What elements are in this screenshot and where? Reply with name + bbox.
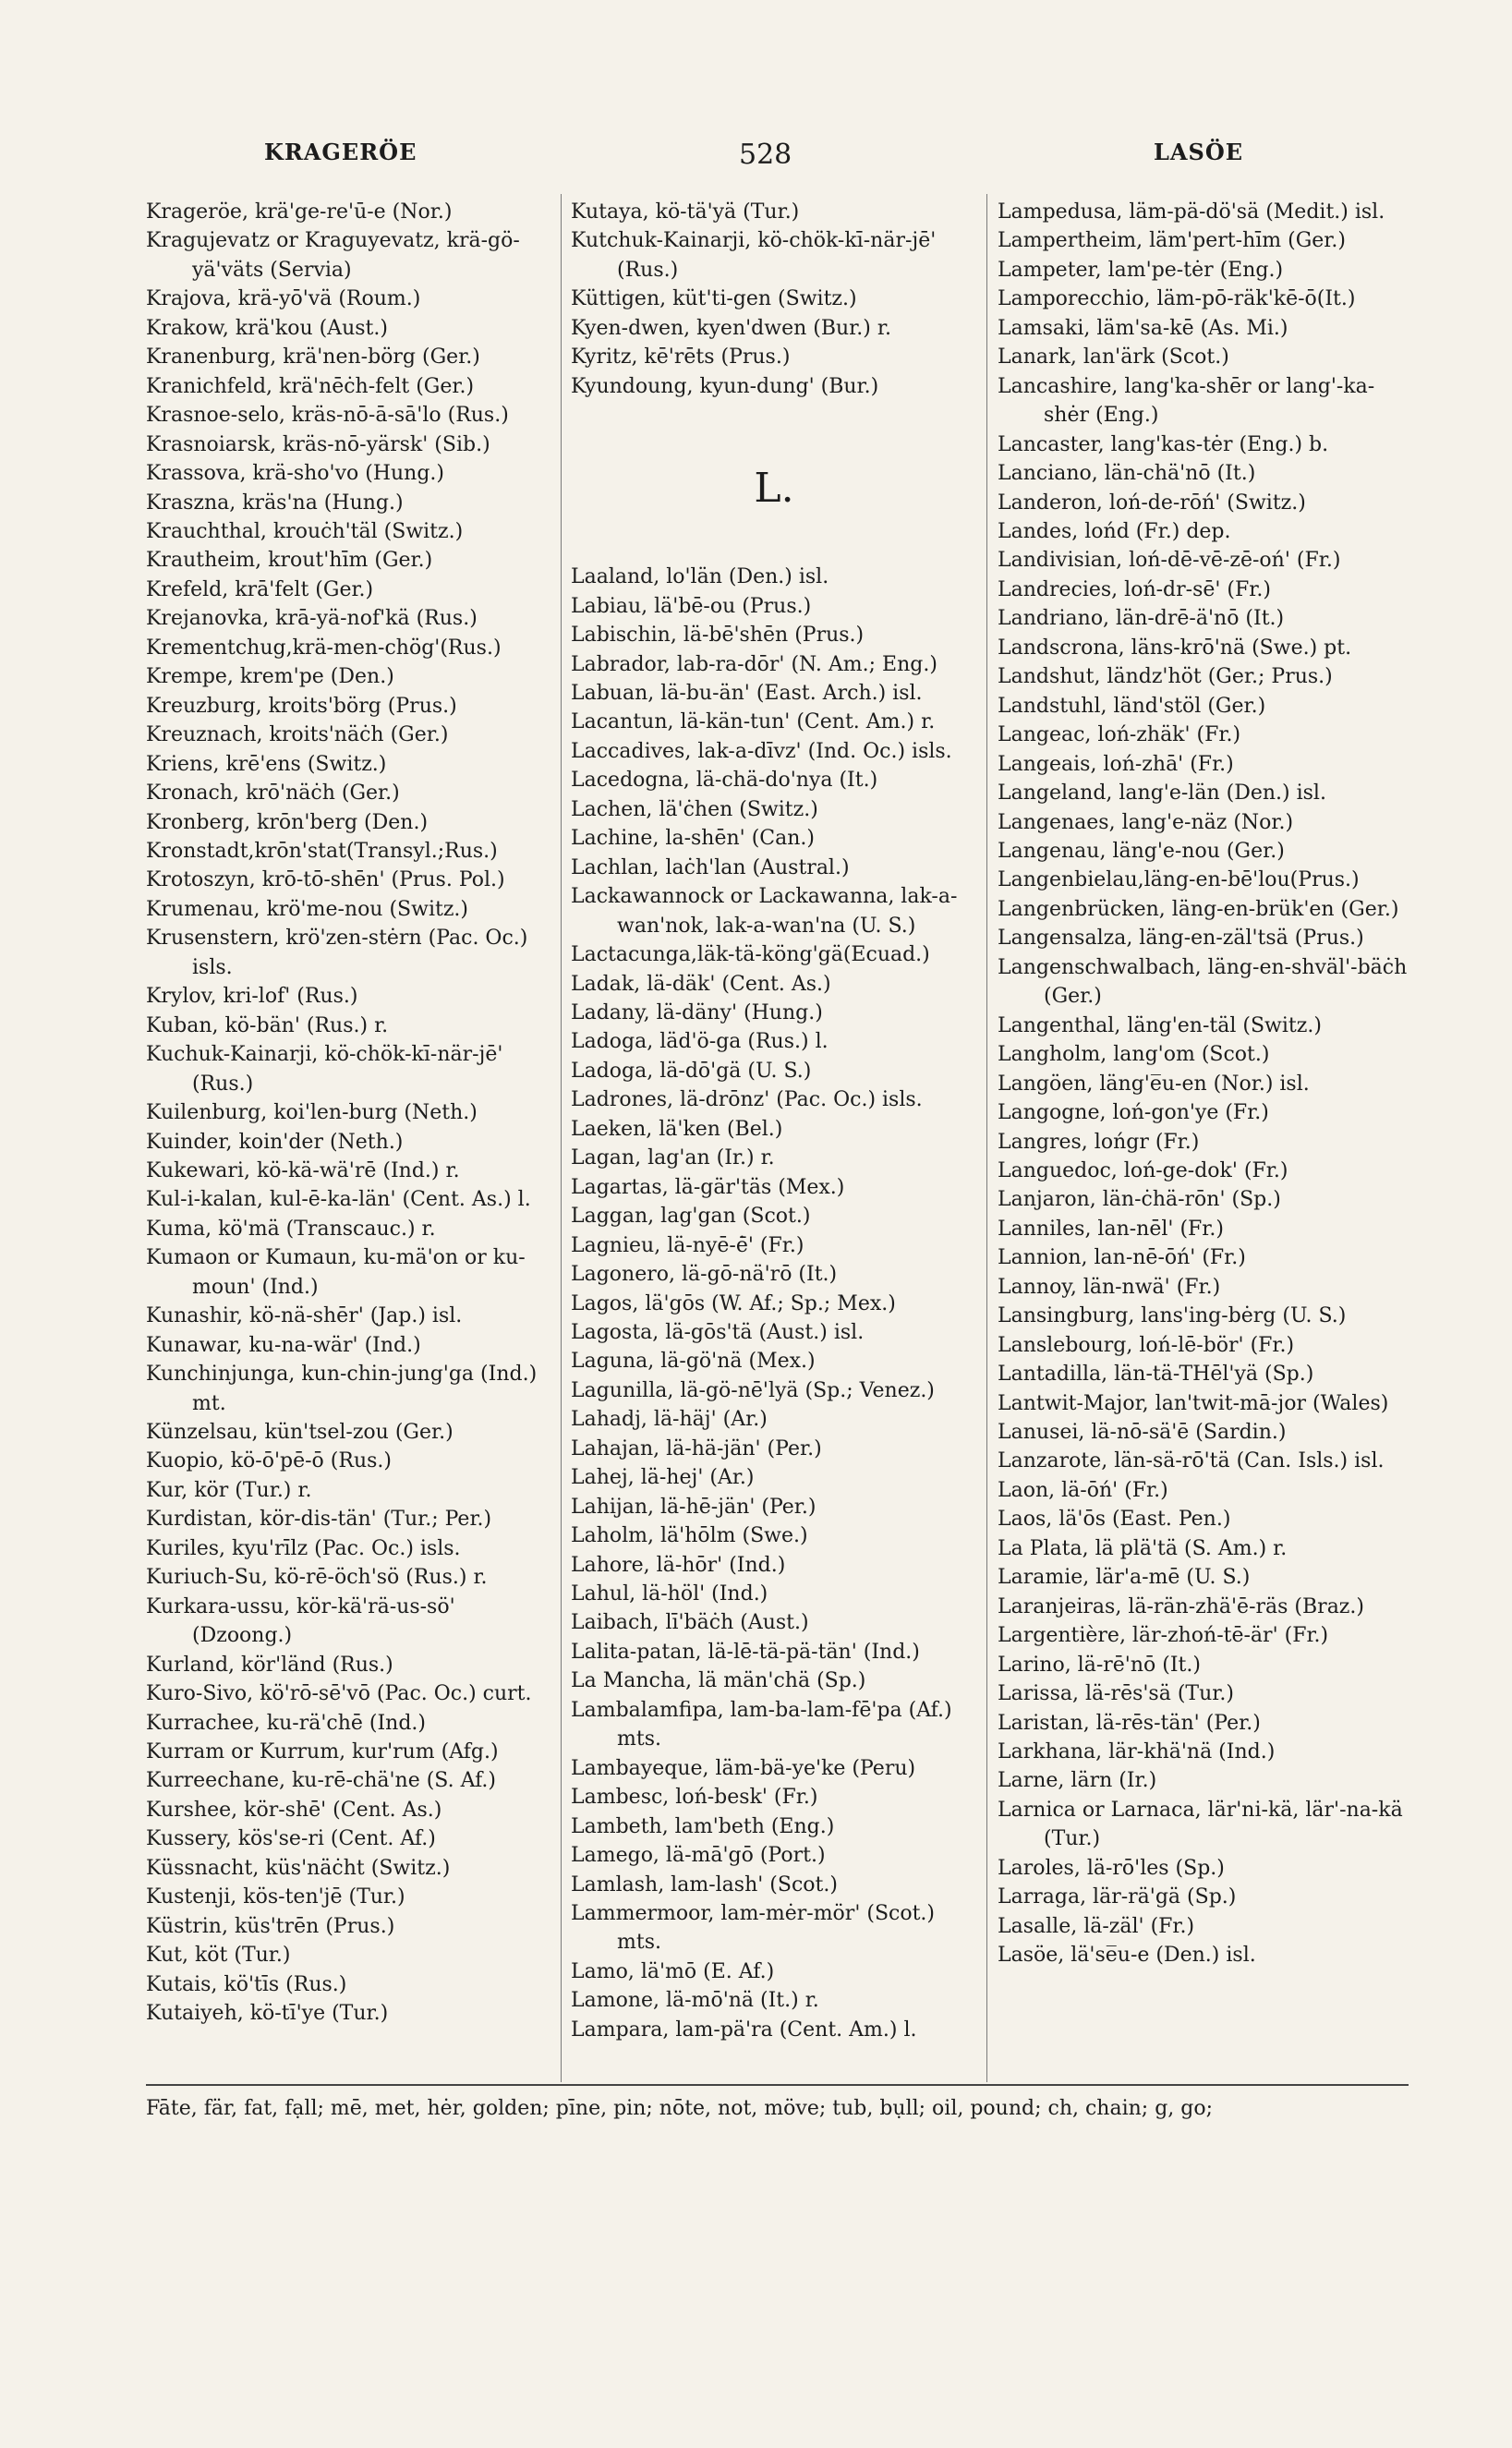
gazetteer-entry: Krasnoe-selo, kräs-nō-ā-sā'lo (Rus.)	[146, 404, 509, 428]
gazetteer-entry: Kurreechane, ku-rē-chä'ne (S. Af.)	[146, 1769, 497, 1793]
gazetteer-entry: Laranjeiras, lä-rän-zhä'ē-räs (Braz.)	[998, 1594, 1364, 1618]
gazetteer-entry: Kronstadt,krōn'stat(Transyl.;Rus.)	[146, 839, 498, 863]
gazetteer-entry: Lanjaron, län-ċhä-rōn' (Sp.)	[998, 1188, 1281, 1212]
gazetteer-entry: Lanslebourg, loń-lē-bör' (Fr.)	[998, 1333, 1295, 1357]
gazetteer-entry: Lanark, lan'ärk (Scot.)	[998, 345, 1229, 370]
gazetteer-entry: Krementchug,krä-men-chög'(Rus.)	[146, 636, 502, 660]
gazetteer-entry: Lacantun, lä-kän-tun' (Cent. Am.) r.	[571, 710, 936, 734]
gazetteer-entry: Kunchinjunga, kun-chin-jung'ga (Ind.) mt.	[146, 1363, 538, 1415]
gazetteer-entry: Lansingburg, lans'ing-bėrg (U. S.)	[998, 1304, 1347, 1328]
gazetteer-entry: Lamone, lä-mō'nä (It.) r.	[571, 1989, 819, 2013]
gazetteer-entry: Laguna, lä-gö'nä (Mex.)	[571, 1350, 816, 1374]
gazetteer-entry: Laaland, lo'län (Den.) isl.	[571, 565, 829, 589]
gazetteer-entry: Lamlash, lam-lash' (Scot.)	[571, 1872, 838, 1897]
gazetteer-entry: Kurshee, kör-shē' (Cent. As.)	[146, 1798, 442, 1822]
gazetteer-entry: La Plata, lä plä'tä (S. Am.) r.	[998, 1536, 1288, 1560]
gazetteer-entry: Krefeld, krā'felt (Ger.)	[146, 577, 374, 601]
gazetteer-entry: Lamo, lä'mō (E. Af.)	[571, 1959, 775, 1983]
gazetteer-entry: Landscrona, läns-krō'nä (Swe.) pt.	[998, 636, 1352, 660]
gazetteer-entry: Kunawar, ku-na-wär' (Ind.)	[146, 1333, 421, 1357]
gazetteer-entry: Lambeth, lam'beth (Eng.)	[571, 1814, 835, 1838]
gazetteer-entry: Kuilenburg, koi'len-burg (Neth.)	[146, 1101, 478, 1125]
gazetteer-entry: Krajova, krä-yō'vä (Roum.)	[146, 287, 421, 311]
gazetteer-entry: Kurrachee, ku-rä'chē (Ind.)	[146, 1711, 427, 1735]
gazetteer-entry: Labrador, lab-ra-dōr' (N. Am.; Eng.)	[571, 652, 937, 676]
gazetteer-entry: Laon, lä-ōń' (Fr.)	[998, 1478, 1168, 1502]
gazetteer-entry: Krylov, kri-lof' (Rus.)	[146, 985, 358, 1009]
gazetteer-entry: Küttigen, küt'ti-gen (Switz.)	[571, 287, 857, 311]
gazetteer-entry: Krauchthal, krouċh'täl (Switz.)	[146, 519, 464, 543]
gazetteer-entry: Krumenau, krö'me-nou (Switz.)	[146, 897, 469, 921]
gazetteer-entry: Lasöe, lä'se̅u-e (Den.) isl.	[998, 1944, 1256, 1968]
gazetteer-entry: Lachen, lä'ċhen (Switz.)	[571, 797, 818, 821]
running-head-left: KRAGERÖE	[264, 139, 417, 165]
page-number: 528	[739, 139, 792, 171]
gazetteer-entry: Kuopio, kö-ō'pē-ō (Rus.)	[146, 1449, 392, 1473]
gazetteer-entry: Landivisian, loń-dē-vē-zē-oń' (Fr.)	[998, 549, 1341, 573]
pronunciation-key: Fāte, fär, fat, fạll; mē, met, hėr, golden; pīne, pin; nōte, not, möve; tub, bụll; oil, pound; ch, chain; g, go;	[146, 2097, 1214, 2120]
gazetteer-entry: Laeken, lä'ken (Bel.)	[571, 1117, 783, 1141]
gazetteer-entry: Lanzarote, län-sä-rō'tä (Can. Isls.) isl.	[998, 1449, 1385, 1473]
gazetteer-entry: Kranichfeld, krä'nēċh-felt (Ger.)	[146, 374, 475, 398]
gazetteer-entry: Ladak, lä-däk' (Cent. As.)	[571, 972, 831, 996]
gazetteer-entry: Kurdistan, kör-dis-tän' (Tur.; Per.)	[146, 1508, 492, 1532]
gazetteer-entry: Langöen, läng'e̅u-en (Nor.) isl.	[998, 1072, 1310, 1096]
gazetteer-entry: Languedoc, loń-ge-dok' (Fr.)	[998, 1158, 1288, 1182]
gazetteer-entry: Lahej, lä-hej' (Ar.)	[571, 1466, 755, 1490]
gazetteer-entry: Kutais, kö'tīs (Rus.)	[146, 1972, 347, 1996]
gazetteer-entry: Lambesc, loń-besk' (Fr.)	[571, 1786, 818, 1810]
gazetteer-entry: Langenau, läng'e-nou (Ger.)	[998, 839, 1285, 863]
gazetteer-entry: Kuchuk-Kainarji, kö-chök-kī-när-jē' (Rus.)	[146, 1043, 503, 1096]
gazetteer-entry: Langogne, loń-gon'ye (Fr.)	[998, 1101, 1269, 1125]
section-letter-heading: L.	[754, 465, 794, 513]
gazetteer-entry: Lagartas, lä-gär'täs (Mex.)	[571, 1175, 845, 1199]
gazetteer-entry: Lagnieu, lä-nyē-ė̄' (Fr.)	[571, 1233, 804, 1257]
gazetteer-entry: Langeland, lang'e-län (Den.) isl.	[998, 782, 1326, 806]
gazetteer-entry: Lantadilla, län-tä-THēl'yä (Sp.)	[998, 1363, 1314, 1387]
gazetteer-entry: Lahajan, lä-hä-jän' (Per.)	[571, 1436, 822, 1460]
gazetteer-entry: Lalita-patan, lä-lē-tä-pä-tän' (Ind.)	[571, 1640, 920, 1664]
gazetteer-entry: Kranenburg, krä'nen-börg (Ger.)	[146, 345, 480, 370]
page-header	[0, 139, 1512, 176]
footer-rule	[146, 2084, 1409, 2086]
gazetteer-entry: Ladoga, läd'ö-ga (Rus.) l.	[571, 1030, 829, 1054]
gazetteer-entry: Kutaya, kö-tä'yä (Tur.)	[571, 200, 800, 224]
gazetteer-entry: Lancaster, lang'kas-tėr (Eng.) b.	[998, 432, 1329, 456]
gazetteer-entry: Langensalza, läng-en-zäl'tsä (Prus.)	[998, 927, 1364, 951]
gazetteer-entry: Kuriuch-Su, kö-rē-öch'sö (Rus.) r.	[146, 1566, 488, 1590]
gazetteer-entry: Langenbrücken, läng-en-brük'en (Ger.)	[998, 897, 1399, 921]
gazetteer-entry: Laholm, lä'hōlm (Swe.)	[571, 1524, 808, 1548]
gazetteer-entry: Kurland, kör'länd (Rus.)	[146, 1653, 393, 1677]
gazetteer-entry: Küstrin, küs'trēn (Prus.)	[146, 1914, 395, 1938]
gazetteer-entry: Landstuhl, länd'stöl (Ger.)	[998, 694, 1266, 718]
gazetteer-entry: Labiau, lä'bē-ou (Prus.)	[571, 594, 812, 618]
column-2-k-entries	[571, 198, 977, 401]
gazetteer-entry: Kronach, krō'näċh (Ger.)	[146, 782, 400, 806]
gazetteer-entry: Laos, lä'ōs (East. Pen.)	[998, 1508, 1231, 1532]
gazetteer-entry: Lampeter, lam'pe-tėr (Eng.)	[998, 258, 1284, 282]
gazetteer-entry: Landrecies, loń-dr-sē' (Fr.)	[998, 577, 1271, 601]
gazetteer-entry: Lackawannock or Lackawanna, lak-a-wan'nok, lak-a-wan'na (U. S.)	[571, 885, 958, 938]
gazetteer-entry: Lagosta, lä-gōs'tä (Aust.) isl.	[571, 1320, 865, 1344]
gazetteer-entry: Laggan, lag'gan (Scot.)	[571, 1205, 811, 1229]
gazetteer-entry: Langeais, loń-zhā' (Fr.)	[998, 752, 1234, 776]
gazetteer-entry: Largentière, lär-zhoń-tē-är' (Fr.)	[998, 1624, 1329, 1648]
column-divider	[561, 194, 562, 2082]
gazetteer-entry: Lampertheim, läm'pert-hīm (Ger.)	[998, 229, 1346, 253]
gazetteer-entry: Krageröe, krä'ge-re'ū-e (Nor.)	[146, 200, 453, 224]
gazetteer-entry: Küssnacht, küs'näċht (Switz.)	[146, 1856, 451, 1880]
gazetteer-entry: Krotoszyn, krō-tō-shēn' (Prus. Pol.)	[146, 868, 505, 892]
gazetteer-entry: Krejanovka, krā-yä-nof'kä (Rus.)	[146, 607, 478, 631]
gazetteer-entry: Krasnoiarsk, kräs-nō-yärsk' (Sib.)	[146, 432, 490, 456]
gazetteer-entry: Kul-i-kalan, kul-ē-ka-län' (Cent. As.) l.	[146, 1188, 531, 1212]
gazetteer-entry: Krakow, krä'kou (Aust.)	[146, 316, 388, 340]
gazetteer-entry: Kraszna, kräs'na (Hung.)	[146, 491, 404, 515]
gazetteer-entry: Langeac, loń-zhäk' (Fr.)	[998, 723, 1241, 747]
gazetteer-entry: Kumaon or Kumaun, ku-mä'on or ku-moun' (Ind.)	[146, 1246, 526, 1299]
gazetteer-entry: Labuan, lä-bu-än' (East. Arch.) isl.	[571, 681, 923, 705]
gazetteer-entry: Kuinder, koin'der (Neth.)	[146, 1130, 404, 1154]
gazetteer-entry: Lacedogna, lä-chä-do'nya (It.)	[571, 769, 878, 793]
gazetteer-entry: Kutchuk-Kainarji, kö-chök-kī-när-jē' (Rus.)	[571, 229, 937, 282]
gazetteer-entry: Kyundoung, kyun-dung' (Bur.)	[571, 374, 879, 398]
gazetteer-entry: Lachine, la-shēn' (Can.)	[571, 827, 815, 851]
gazetteer-column-3	[998, 198, 1409, 1970]
gazetteer-entry: Lammermoor, lam-mėr-mör' (Scot.) mts.	[571, 1902, 936, 1955]
gazetteer-entry: Lamsaki, läm'sa-kē (As. Mi.)	[998, 316, 1288, 340]
gazetteer-entry: Larne, lärn (Ir.)	[998, 1769, 1157, 1793]
gazetteer-entry: Kut, köt (Tur.)	[146, 1944, 291, 1968]
gazetteer-entry: Lancashire, lang'ka-shēr or lang'-ka-shėr (Eng.)	[998, 374, 1375, 428]
gazetteer-entry: Landshut, ländz'höt (Ger.; Prus.)	[998, 665, 1333, 689]
gazetteer-entry: Lantwit-Major, lan'twit-mā-jor (Wales)	[998, 1391, 1389, 1415]
gazetteer-entry: Kuriles, kyu'rīlz (Pac. Oc.) isls.	[146, 1536, 461, 1560]
gazetteer-entry: Kuma, kö'mä (Transcauc.) r.	[146, 1217, 436, 1241]
gazetteer-entry: Kunashir, kö-nä-shēr' (Jap.) isl.	[146, 1304, 463, 1328]
gazetteer-entry: Kuban, kö-bän' (Rus.) r.	[146, 1013, 389, 1037]
gazetteer-entry: Langenbielau,läng-en-bē'lou(Prus.)	[998, 868, 1360, 892]
gazetteer-entry: Künzelsau, kün'tsel-zou (Ger.)	[146, 1421, 454, 1445]
column-2-l-entries	[571, 563, 977, 2044]
gazetteer-entry: Kukewari, kö-kä-wä'rē (Ind.) r.	[146, 1158, 460, 1182]
gazetteer-entry: Lanniles, lan-nēl' (Fr.)	[998, 1217, 1224, 1241]
gazetteer-entry: Lambalamfipa, lam-ba-lam-fē'pa (Af.) mts.	[571, 1698, 952, 1751]
gazetteer-entry: Lagunilla, lä-gö-nē'lyä (Sp.; Venez.)	[571, 1378, 935, 1402]
gazetteer-entry: Landes, lońd (Fr.) dep.	[998, 519, 1231, 543]
gazetteer-entry: Lanusei, lä-nō-sä'ē (Sardin.)	[998, 1421, 1287, 1445]
gazetteer-entry: Kuro-Sivo, kö'rō-sē'vō (Pac. Oc.) curt.	[146, 1682, 532, 1706]
gazetteer-entry: Lanciano, län-chä'nō (It.)	[998, 462, 1256, 486]
gazetteer-entry: Krusenstern, krö'zen-stėrn (Pac. Oc.) isls.	[146, 927, 528, 979]
gazetteer-entry: Landriano, län-drē-ä'nō (It.)	[998, 607, 1285, 631]
gazetteer-entry: Langholm, lang'om (Scot.)	[998, 1043, 1270, 1067]
gazetteer-entry: Kyen-dwen, kyen'dwen (Bur.) r.	[571, 316, 891, 340]
gazetteer-entry: Lamporecchio, läm-pō-räk'kē-ō(It.)	[998, 287, 1356, 311]
gazetteer-entry: Ladany, lä-däny' (Hung.)	[571, 1000, 823, 1024]
gazetteer-entry: Kragujevatz or Kraguyevatz, krä-gö-yä'väts (Servia)	[146, 229, 520, 282]
gazetteer-entry: Lahore, lä-hōr' (Ind.)	[571, 1553, 786, 1577]
gazetteer-entry: Lahul, lä-höl' (Ind.)	[571, 1582, 768, 1606]
gazetteer-entry: Lagonero, lä-gō-nä'rō (It.)	[571, 1263, 838, 1287]
gazetteer-entry: Lannoy, län-nwä' (Fr.)	[998, 1275, 1221, 1299]
gazetteer-entry: Kronberg, krōn'berg (Den.)	[146, 810, 429, 834]
gazetteer-entry: Langenthal, läng'en-täl (Switz.)	[998, 1013, 1322, 1037]
gazetteer-entry: Larino, lä-rē'nō (It.)	[998, 1653, 1201, 1677]
gazetteer-entry: Larkhana, lär-khä'nä (Ind.)	[998, 1740, 1276, 1764]
gazetteer-entry: Larissa, lä-rēs'sä (Tur.)	[998, 1682, 1234, 1706]
gazetteer-entry: Langres, lońgr (Fr.)	[998, 1130, 1200, 1154]
gazetteer-entry: Laibach, lī'bäċh (Aust.)	[571, 1611, 809, 1635]
gazetteer-entry: Lahijan, lä-hē-jän' (Per.)	[571, 1495, 816, 1519]
gazetteer-entry: La Mancha, lä män'chä (Sp.)	[571, 1669, 866, 1693]
gazetteer-entry: Lagan, lag'an (Ir.) r.	[571, 1146, 775, 1170]
gazetteer-entry: Lactacunga,läk-tä-köng'gä(Ecuad.)	[571, 943, 930, 967]
gazetteer-entry: Labischin, lä-bē'shēn (Prus.)	[571, 624, 865, 648]
gazetteer-entry: Lampara, lam-pä'ra (Cent. Am.) l.	[571, 2018, 917, 2042]
gazetteer-entry: Lagos, lä'gōs (W. Af.; Sp.; Mex.)	[571, 1291, 896, 1315]
gazetteer-entry: Kriens, krē'ens (Switz.)	[146, 752, 387, 776]
gazetteer-entry: Kreuzburg, kroits'börg (Prus.)	[146, 694, 457, 718]
gazetteer-entry: Lannion, lan-nē-ōń' (Fr.)	[998, 1246, 1246, 1270]
gazetteer-entry: Ladoga, lä-dō'gä (U. S.)	[571, 1059, 812, 1083]
gazetteer-entry: Kutaiyeh, kö-tī'ye (Tur.)	[146, 2002, 389, 2026]
gazetteer-entry: Lahadj, lä-häj' (Ar.)	[571, 1408, 768, 1432]
gazetteer-entry: Landeron, loń-de-rōń' (Switz.)	[998, 491, 1306, 515]
gazetteer-entry: Kussery, kös'se-ri (Cent. Af.)	[146, 1827, 436, 1851]
column-divider	[986, 194, 987, 2082]
gazetteer-entry: Krempe, krem'pe (Den.)	[146, 665, 394, 689]
gazetteer-entry: Langenaes, lang'e-näz (Nor.)	[998, 810, 1294, 834]
gazetteer-entry: Krassova, krä-sho'vo (Hung.)	[146, 462, 445, 486]
gazetteer-entry: Laroles, lä-rō'les (Sp.)	[998, 1856, 1225, 1880]
gazetteer-entry: Larnica or Larnaca, lär'ni-kä, lär'-na-kä (Tur.)	[998, 1798, 1403, 1851]
running-head-right: LASÖE	[1154, 139, 1244, 165]
gazetteer-entry: Lampedusa, läm-pä-dö'sä (Medit.) isl.	[998, 200, 1385, 224]
gazetteer-entry: Kustenji, kös-ten'jē (Tur.)	[146, 1885, 405, 1909]
gazetteer-entry: Kurkara-ussu, kör-kä'rä-us-sö' (Dzoong.)	[146, 1594, 455, 1648]
gazetteer-entry: Kurram or Kurrum, kur'rum (Afg.)	[146, 1740, 499, 1764]
gazetteer-entry: Langenschwalbach, läng-en-shväl'-bäċh (Ger.)	[998, 955, 1408, 1009]
gazetteer-entry: Lasalle, lä-zäl' (Fr.)	[998, 1914, 1195, 1938]
gazetteer-entry: Krautheim, krout'hīm (Ger.)	[146, 549, 433, 573]
gazetteer-entry: Ladrones, lä-drōnz' (Pac. Oc.) isls.	[571, 1088, 923, 1112]
gazetteer-column-2	[571, 198, 977, 2044]
gazetteer-entry: Laramie, lär'a-mē (U. S.)	[998, 1566, 1251, 1590]
gazetteer-entry: Laccadives, lak-a-dīvz' (Ind. Oc.) isls.	[571, 739, 952, 763]
gazetteer-entry: Lachlan, laċh'lan (Austral.)	[571, 855, 850, 879]
gazetteer-entry: Kur, kör (Tur.) r.	[146, 1478, 312, 1502]
gazetteer-entry: Kyritz, kē'rēts (Prus.)	[571, 345, 791, 370]
gazetteer-entry: Lambayeque, läm-bä-ye'ke (Peru)	[571, 1756, 916, 1780]
gazetteer-column-1	[146, 198, 552, 2029]
gazetteer-entry: Laristan, lä-rēs-tän' (Per.)	[998, 1711, 1261, 1735]
gazetteer-entry: Kreuznach, kroits'näċh (Ger.)	[146, 723, 449, 747]
gazetteer-entry: Lamego, lä-mā'gō (Port.)	[571, 1844, 826, 1868]
gazetteer-entry: Larraga, lär-rä'gä (Sp.)	[998, 1885, 1237, 1909]
